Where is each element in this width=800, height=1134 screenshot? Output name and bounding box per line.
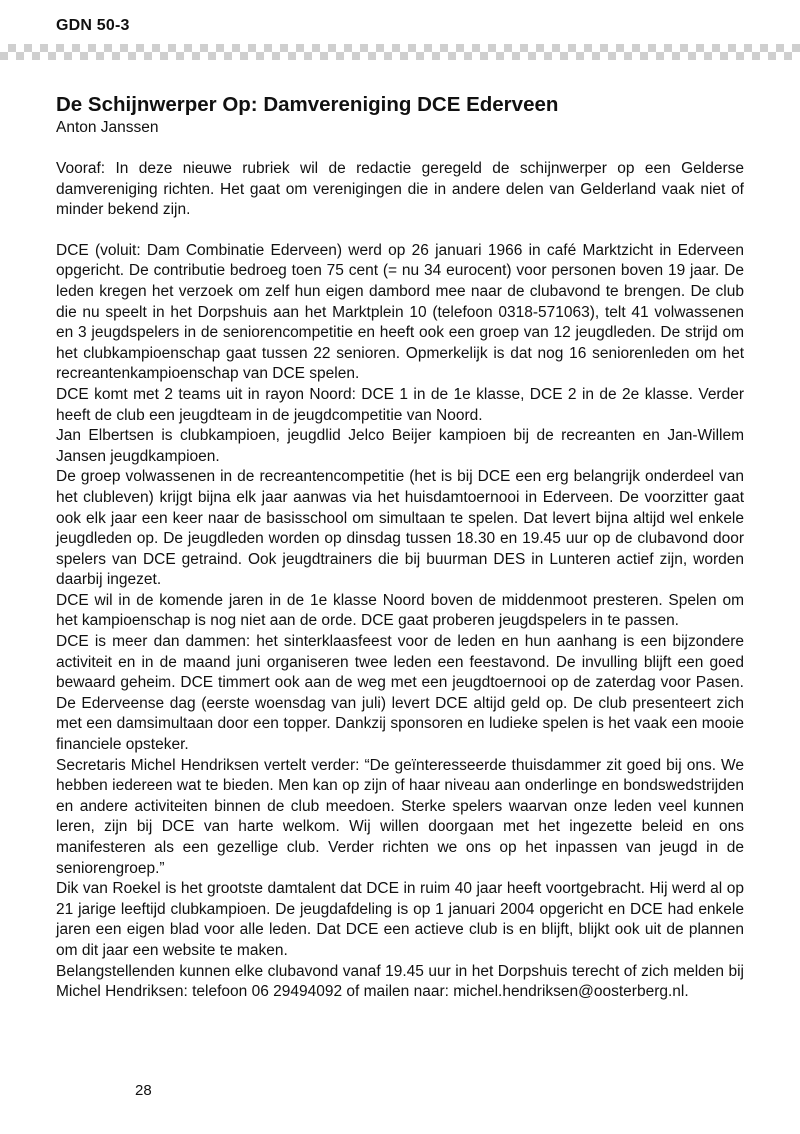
article-paragraph: Belangstellenden kunnen elke clubavond vanaf 19.45 uur in het Dorpshuis terecht of zich melden bij Michel Hendriksen: telefoon 06 29494092 of mailen naar: michel.hendriksen@oosterberg.nl.: [56, 962, 744, 1001]
article: [56, 92, 744, 1003]
article-paragraph: DCE wil in de komende jaren in de 1e klasse Noord boven de middenmoot presteren. Spelen om het kampioenschap is nog niet aan de orde. DCE gaat proberen jeugdspelers in te passen.: [56, 591, 744, 630]
article-paragraph: DCE (voluit: Dam Combinatie Ederveen) werd op 26 januari 1966 in café Marktzicht in Ederveen opgericht. De contributie bedroeg toen 75 cent (= nu 34 eurocent) voor personen boven 19 jaar. De leden kregen het verzoek om zelf hun eigen dambord mee naar de clubavond te brengen. De club die nu speelt in het Dorpshuis aan het Marktplein 10 (telefoon 0318-571063), telt 41 volwassenen en 3 jeugdspelers in de seniorencompetitie en heeft ook een groep van 12 jeugdleden. De strijd om het clubkampioenschap gaat tussen 22 senioren. Opmerkelijk is dat nog 16 seniorenleden om het recreantenkampioenschap van DCE spelen.: [56, 241, 744, 383]
article-paragraph: De groep volwassenen in de recreantencompetitie (het is bij DCE een erg belangrijk onderdeel van het clubleven) krijgt bijna elk jaar aanwas via het huisdamtoernooi in Ederveen. De voorzitter gaat ook elk jaar een keer naar de basisschool om simultaan te spelen. Dat levert bijna altijd wel enkele jeugdleden op. De jeugdleden worden op dinsdag tussen 18.30 en 19.45 uur op de clubavond door spelers van DCE getraind. Ook jeugdtrainers die bij buurman DES in Lunteren actief zijn, worden daarbij ingezet.: [56, 468, 744, 589]
checkered-banner: [0, 44, 800, 60]
publication-label: GDN 50-3: [56, 17, 130, 34]
article-paragraph: Jan Elbertsen is clubkampioen, jeugdlid Jelco Beijer kampioen bij de recreanten en Jan-Willem Jansen jeugdkampioen.: [56, 427, 744, 465]
article-paragraph: DCE is meer dan dammen: het sinterklaasfeest voor de leden en hun aanhang is een bijzondere activiteit en in de maand juni organiseren twee leden een feestavond. De invulling blijft een goed bewaard geheim. DCE timmert ook aan de weg met een jeugdtoernooi op de zaterdag voor Pasen. De Ederveense dag (eerste woensdag van juli) levert DCE altijd geld op. De club presenteert zich met een damsimultaan door een topper. Dankzij sponsoren en ludieke spelen is het vaak een mooie financiele opsteker.: [56, 633, 744, 754]
article-paragraph: Secretaris Michel Hendriksen vertelt verder: “De geïnteresseerde thuisdammer zit goed bij ons. We hebben iedereen wat te bieden. Men kan op zijn of haar niveau aan onderlinge en bondswedstrijden en andere activiteiten binnen de club meedoen. Sterke spelers waarvan onze leden veel kunnen leren, zijn bij DCE van harte welkom. Wij willen doorgaan met het ingezette beleid en ons manifesteren als een gezellige club. Verder richten we ons op het inpassen van jeugd in de seniorengroep.”: [56, 756, 744, 877]
intro-paragraph: Vooraf: In deze nieuwe rubriek wil de redactie geregeld de schijnwerper op een Gelderse damvereniging richten. Het gaat om verenigingen die in andere delen van Gelderland vaak niet of minder bekend zijn.: [56, 160, 744, 219]
article-title: De Schijnwerper Op: Damvereniging DCE Ederveen: [56, 93, 559, 116]
article-paragraph: Dik van Roekel is het grootste damtalent dat DCE in ruim 40 jaar heeft voortgebracht. Hij werd al op 21 jarige leeftijd clubkampioen. De jeugdafdeling is op 1 januari 2004 opgericht en DCE had enkele jaren een eigen blad voor alle leden. Dat DCE een actieve club is en blijft, blijkt ook uit de plannen om dit jaar een website te maken.: [56, 880, 744, 959]
article-paragraph: DCE komt met 2 teams uit in rayon Noord: DCE 1 in de 1e klasse, DCE 2 in de 2e klasse. Verder heeft de club een jeugdteam in de jeugdcompetitie van Noord.: [56, 385, 744, 424]
page-number: 28: [135, 1082, 152, 1099]
article-author: Anton Janssen: [56, 119, 159, 136]
